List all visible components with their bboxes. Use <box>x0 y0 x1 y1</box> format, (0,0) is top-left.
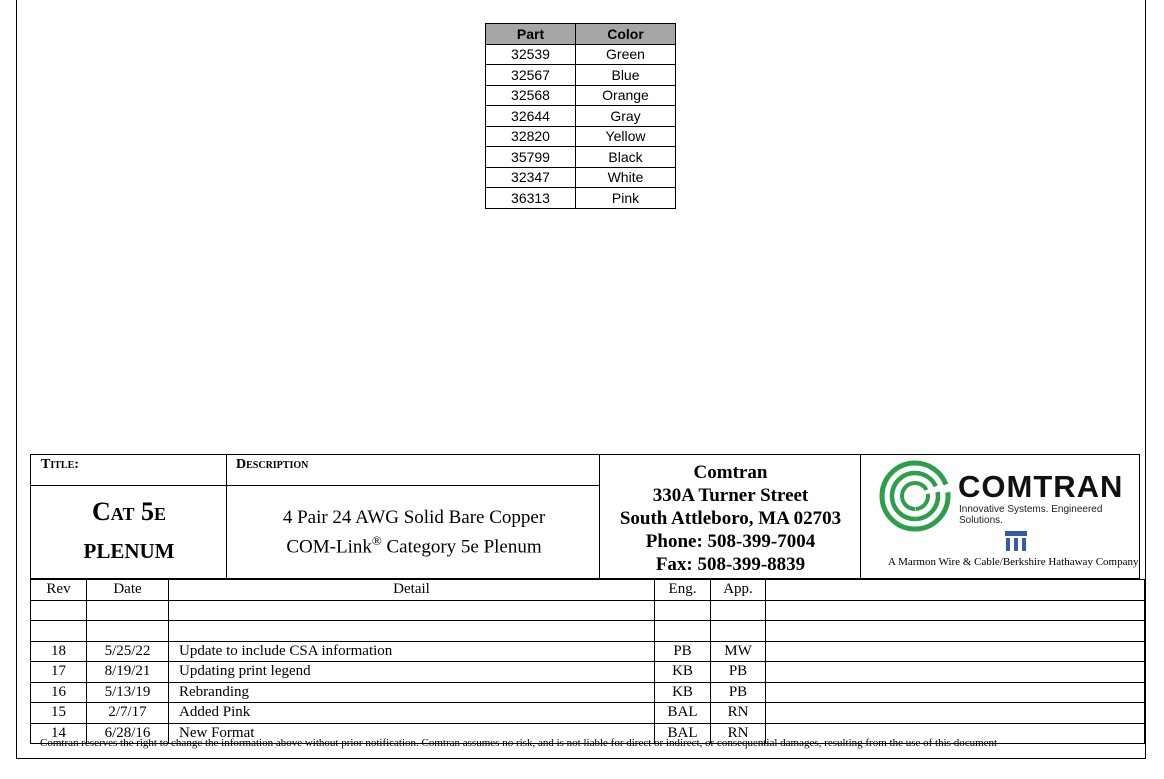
description-label: Description <box>236 457 309 472</box>
company-city: South Attleboro, MA 02703 <box>619 508 842 529</box>
table-row <box>486 167 676 188</box>
notes-column-header <box>766 580 1145 601</box>
rev-cell: 15 <box>31 703 87 724</box>
date-column-header: Date <box>87 580 169 601</box>
rev-column-header: Rev <box>31 580 87 601</box>
date-cell: 5/13/19 <box>87 682 169 703</box>
app-cell: RN <box>711 703 766 724</box>
part-color-header-row <box>486 24 676 45</box>
app-cell: PB <box>711 682 766 703</box>
notes-cell <box>766 682 1145 703</box>
eng-column-header: Eng. <box>655 580 711 601</box>
table-row <box>31 662 1145 683</box>
product-title: Cat 5e <box>92 497 166 526</box>
legal-disclaimer: Comtran reserves the right to change the information above without prior notification. Comtran assumes no risk, and is not liable for direct or indirect, or consequential damages, resulting from the use of this document <box>40 737 998 749</box>
detail-cell: New Format <box>169 723 655 744</box>
detail-cell: Update to include CSA information <box>169 641 655 662</box>
eng-cell: PB <box>655 641 711 662</box>
description-line-2 <box>228 533 600 558</box>
notes-cell <box>766 600 1145 621</box>
part-color-table <box>485 23 676 209</box>
part-number: 36313 <box>486 188 576 209</box>
eng-cell <box>655 621 711 642</box>
notes-cell <box>766 641 1145 662</box>
rev-cell <box>31 621 87 642</box>
company-name: Comtran <box>693 462 768 483</box>
part-number: 32820 <box>486 126 576 147</box>
app-cell: MW <box>711 641 766 662</box>
table-row <box>486 126 676 147</box>
table-row <box>486 147 676 168</box>
eng-cell: BAL <box>655 703 711 724</box>
part-number: 32347 <box>486 167 576 188</box>
detail-cell: Rebranding <box>169 682 655 703</box>
revision-header-row <box>31 580 1145 601</box>
part-color: White <box>576 167 676 188</box>
date-cell <box>87 621 169 642</box>
company-street: 330A Turner Street <box>652 485 809 506</box>
app-cell: RN <box>711 723 766 744</box>
eng-cell <box>655 600 711 621</box>
part-number: 32567 <box>486 65 576 86</box>
detail-cell: Updating print legend <box>169 662 655 683</box>
part-number: 32568 <box>486 85 576 106</box>
table-row <box>486 106 676 127</box>
app-column-header: App. <box>711 580 766 601</box>
app-cell <box>711 621 766 642</box>
rev-cell: 14 <box>31 723 87 744</box>
rev-cell: 16 <box>31 682 87 703</box>
table-row <box>486 44 676 65</box>
table-row <box>31 682 1145 703</box>
date-cell: 8/19/21 <box>87 662 169 683</box>
part-color: Blue <box>576 65 676 86</box>
logo-tagline: Innovative Systems. Engineered Solutions. <box>959 504 1103 526</box>
app-cell: PB <box>711 662 766 683</box>
comtran-wordmark: COMTRAN <box>958 469 1124 504</box>
part-number: 32539 <box>486 44 576 65</box>
date-cell: 6/28/16 <box>87 723 169 744</box>
part-number: 35799 <box>486 147 576 168</box>
app-cell <box>711 600 766 621</box>
part-color: Yellow <box>576 126 676 147</box>
part-color: Orange <box>576 85 676 106</box>
table-row <box>31 703 1145 724</box>
title-block <box>30 454 1140 579</box>
table-row <box>486 65 676 86</box>
rev-cell: 18 <box>31 641 87 662</box>
detail-cell <box>169 600 655 621</box>
color-column-header: Color <box>576 24 676 45</box>
page-bottom-border <box>16 758 1146 759</box>
parent-company: A Marmon Wire & Cable/Berkshire Hathaway Company <box>888 556 1139 568</box>
detail-cell: Added Pink <box>169 703 655 724</box>
notes-cell <box>766 703 1145 724</box>
description-line-1: 4 Pair 24 AWG Solid Bare Copper <box>282 507 546 528</box>
comtran-logo-icon <box>879 460 951 532</box>
rev-cell <box>31 600 87 621</box>
marmon-logo-icon <box>1003 529 1029 553</box>
part-color: Black <box>576 147 676 168</box>
notes-cell <box>766 621 1145 642</box>
eng-cell: BAL <box>655 723 711 744</box>
product-category: Category 5e Plenum <box>381 536 542 558</box>
table-row <box>31 641 1145 662</box>
company-phone: Phone: 508-399-7004 <box>645 531 816 552</box>
notes-cell <box>766 662 1145 683</box>
eng-cell: KB <box>655 662 711 683</box>
table-row <box>486 85 676 106</box>
revision-table <box>30 579 1145 744</box>
table-row <box>31 600 1145 621</box>
registered-mark: ® <box>371 533 382 548</box>
product-line-name: COM-Link <box>286 536 372 558</box>
part-color: Gray <box>576 106 676 127</box>
part-number: 32644 <box>486 106 576 127</box>
detail-cell <box>169 621 655 642</box>
table-row <box>486 188 676 209</box>
date-cell: 5/25/22 <box>87 641 169 662</box>
rev-cell: 17 <box>31 662 87 683</box>
part-color: Green <box>576 44 676 65</box>
table-row <box>31 621 1145 642</box>
company-fax: Fax: 508-399-8839 <box>655 554 806 575</box>
title-label: Title: <box>41 457 79 472</box>
page-left-border <box>16 0 17 759</box>
date-cell: 2/7/17 <box>87 703 169 724</box>
part-column-header: Part <box>486 24 576 45</box>
part-color: Pink <box>576 188 676 209</box>
eng-cell: KB <box>655 682 711 703</box>
product-subtitle: PLENUM <box>83 539 175 563</box>
page-right-border <box>1145 0 1146 759</box>
detail-column-header: Detail <box>169 580 655 601</box>
date-cell <box>87 600 169 621</box>
label-row-divider <box>31 485 600 486</box>
